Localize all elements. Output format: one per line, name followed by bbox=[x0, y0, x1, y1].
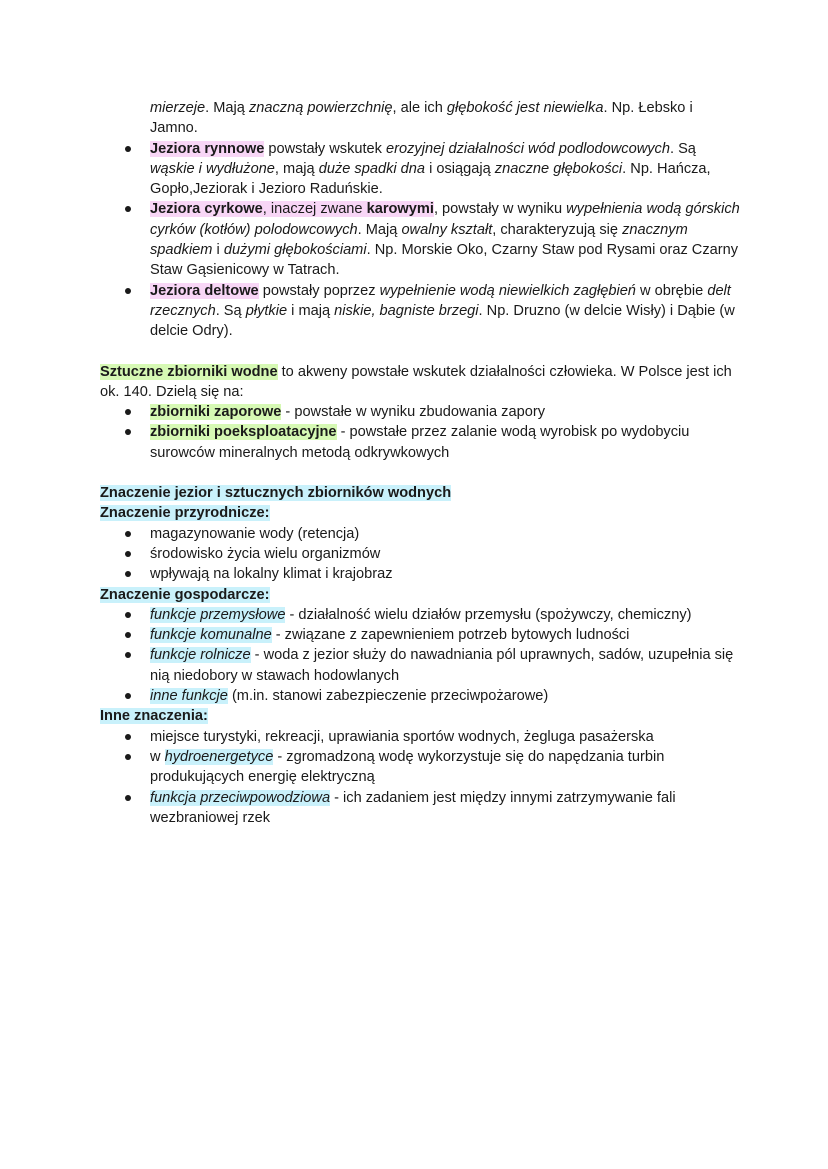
text: to akweny powstałe wskutek działalności człowieka. W Polsce jest ich ok. 140. Dzielą się na: bbox=[100, 363, 732, 400]
lake-types-list bbox=[100, 98, 740, 342]
text: , charakteryzują się bbox=[492, 221, 623, 238]
term-italic: znacznym spadkiem bbox=[150, 221, 688, 259]
text: . Są bbox=[669, 140, 696, 157]
artificial-types-list bbox=[100, 402, 740, 463]
list-item-jeziora-deltowe bbox=[150, 281, 740, 342]
text: magazynowanie wody (retencja) bbox=[150, 525, 360, 542]
other-list bbox=[100, 727, 740, 828]
artificial-reservoirs-intro bbox=[100, 362, 740, 403]
spacer bbox=[100, 463, 740, 483]
bullet-icon bbox=[125, 288, 131, 294]
text: i bbox=[212, 242, 224, 259]
text: w obrębie bbox=[635, 282, 708, 299]
list-item bbox=[150, 788, 740, 829]
bullet-icon bbox=[125, 429, 131, 435]
list-item-zaporowe bbox=[150, 402, 740, 422]
text: , ale ich bbox=[392, 100, 447, 116]
text: powstały wskutek bbox=[264, 140, 387, 157]
term-italic: owalny kształt bbox=[401, 221, 493, 238]
text: środowisko życia wielu organizmów bbox=[150, 545, 381, 562]
text: , inaczej zwane bbox=[262, 201, 367, 218]
text: - woda z jezior służy do nawadniania pól uprawnych, sadów, uzupełnia się nią niedobory w stawach hodowlanych bbox=[150, 647, 734, 684]
term-italic: mierzeje bbox=[150, 100, 206, 116]
list-item bbox=[150, 524, 740, 544]
list-item-poeksploatacyjne bbox=[150, 422, 740, 463]
term-italic: wypełnienie wodą niewielkich zagłębień bbox=[379, 282, 636, 299]
text: (m.in. stanowi zabezpieczenie przeciwpożarowe) bbox=[227, 688, 549, 705]
lake-type-name: Jeziora rynnowe bbox=[150, 140, 265, 157]
term-italic: wąskie i wydłużone bbox=[150, 160, 275, 177]
bullet-icon bbox=[125, 531, 131, 537]
text: . Mają bbox=[357, 221, 402, 238]
bullet-icon bbox=[125, 795, 131, 801]
bullet-icon bbox=[125, 206, 131, 212]
text: - związane z zapewnieniem potrzeb bytowych ludności bbox=[271, 627, 630, 644]
bullet-icon bbox=[125, 146, 131, 152]
list-item bbox=[150, 564, 740, 584]
text: - zgromadzoną wodę wykorzystuje się do napędzania turbin produkujących energię elektryczną bbox=[150, 748, 665, 786]
bullet-icon bbox=[125, 612, 131, 618]
function-term: hydroenergetyce bbox=[164, 748, 274, 765]
economic-list bbox=[100, 605, 740, 706]
term-italic: wypełnienia wodą górskich cyrków (kotłów) polodowcowych bbox=[150, 201, 740, 238]
list-item-jeziora-rynnowe bbox=[150, 139, 740, 200]
text: miejsce turystyki, rekreacji, uprawiania sportów wodnych, żegluga pasażerska bbox=[150, 728, 654, 745]
significance-title bbox=[100, 483, 740, 503]
text: . Np. Łebsko i Jamno. bbox=[150, 100, 693, 137]
text: i osiągają bbox=[425, 160, 495, 177]
document-page bbox=[100, 98, 740, 828]
list-item bbox=[150, 747, 740, 788]
text: - ich zadaniem jest między innymi zatrzymywanie fali wezbraniowej rzek bbox=[150, 789, 676, 826]
natural-heading bbox=[100, 503, 740, 523]
text: . Są bbox=[215, 302, 246, 319]
list-item bbox=[150, 544, 740, 564]
reservoir-type-name: zbiorniki zaporowe bbox=[150, 404, 282, 421]
text: . Np. Morskie Oko, Czarny Staw pod Rysami oraz Czarny Staw Gąsienicowy w Tatrach. bbox=[150, 242, 739, 279]
term-italic: znaczną powierzchnię bbox=[248, 100, 393, 116]
heading-text: Znaczenie przyrodnicze: bbox=[100, 505, 270, 522]
function-term: funkcje rolnicze bbox=[150, 647, 251, 664]
spacer bbox=[100, 342, 740, 362]
list-item-jeziora-cyrkowe bbox=[150, 199, 740, 280]
bullet-icon bbox=[125, 551, 131, 557]
heading-text: Znaczenie gospodarcze: bbox=[100, 586, 270, 603]
function-term: funkcja przeciwpowodziowa bbox=[150, 789, 331, 806]
lake-type-alt-name: karowymi bbox=[366, 201, 434, 218]
text: wpływają na lokalny klimat i krajobraz bbox=[150, 566, 393, 583]
lake-type-name: Jeziora deltowe bbox=[150, 282, 259, 299]
text: , mają bbox=[274, 160, 319, 177]
term-italic: płytkie bbox=[245, 302, 288, 319]
text: - powstałe przez zalanie wodą wyrobisk po wydobyciu surowców mineralnych metodą odkrywkowych bbox=[150, 424, 690, 461]
term-italic: niskie, bagniste brzegi bbox=[334, 302, 479, 319]
other-heading bbox=[100, 706, 740, 726]
lake-type-name: Jeziora cyrkowe bbox=[150, 201, 263, 218]
artificial-term: Sztuczne zbiorniki wodne bbox=[100, 363, 278, 380]
list-item-continuation bbox=[150, 98, 740, 139]
reservoir-type-name: zbiorniki poeksploatacyjne bbox=[150, 424, 337, 441]
function-term: inne funkcje bbox=[150, 688, 228, 705]
term-italic: znaczne głębokości bbox=[494, 160, 623, 177]
term-italic: duże spadki dna bbox=[318, 160, 426, 177]
heading-text: Znaczenie jezior i sztucznych zbiorników wodnych bbox=[100, 485, 452, 502]
text: w bbox=[150, 748, 165, 765]
term-italic: głębokość jest niewielka bbox=[446, 100, 604, 116]
list-item bbox=[150, 645, 740, 686]
bullet-icon bbox=[125, 754, 131, 760]
economic-heading bbox=[100, 585, 740, 605]
text: powstały poprzez bbox=[258, 282, 380, 299]
text: . Mają bbox=[205, 100, 249, 116]
bullet-icon bbox=[125, 632, 131, 638]
text: i mają bbox=[287, 302, 335, 319]
bullet-icon bbox=[125, 693, 131, 699]
bullet-icon bbox=[125, 571, 131, 577]
function-term: funkcje komunalne bbox=[150, 627, 272, 644]
bullet-icon bbox=[125, 652, 131, 658]
bullet-icon bbox=[125, 409, 131, 415]
heading-text: Inne znaczenia: bbox=[100, 708, 208, 725]
list-item bbox=[150, 605, 740, 625]
list-item bbox=[150, 625, 740, 645]
term-italic: delt rzecznych bbox=[150, 282, 731, 319]
term-italic: erozyjnej działalności wód podlodowcowych bbox=[386, 140, 670, 157]
text: , powstały w wyniku bbox=[433, 201, 567, 218]
list-item bbox=[150, 727, 740, 747]
text: . Np. Druzno (w delcie Wisły) i Dąbie (w delcie Odry). bbox=[150, 302, 735, 340]
text: . Np. Hańcza, Gopło,Jeziorak i Jezioro Raduńskie. bbox=[150, 160, 711, 198]
function-term: funkcje przemysłowe bbox=[150, 606, 286, 623]
term-italic: dużymi głębokościami bbox=[223, 242, 367, 259]
text: - działalność wielu działów przemysłu (spożywczy, chemiczny) bbox=[285, 606, 692, 623]
list-item bbox=[150, 686, 740, 706]
natural-list bbox=[100, 524, 740, 585]
text: - powstałe w wyniku zbudowania zapory bbox=[281, 404, 545, 421]
bullet-icon bbox=[125, 734, 131, 740]
